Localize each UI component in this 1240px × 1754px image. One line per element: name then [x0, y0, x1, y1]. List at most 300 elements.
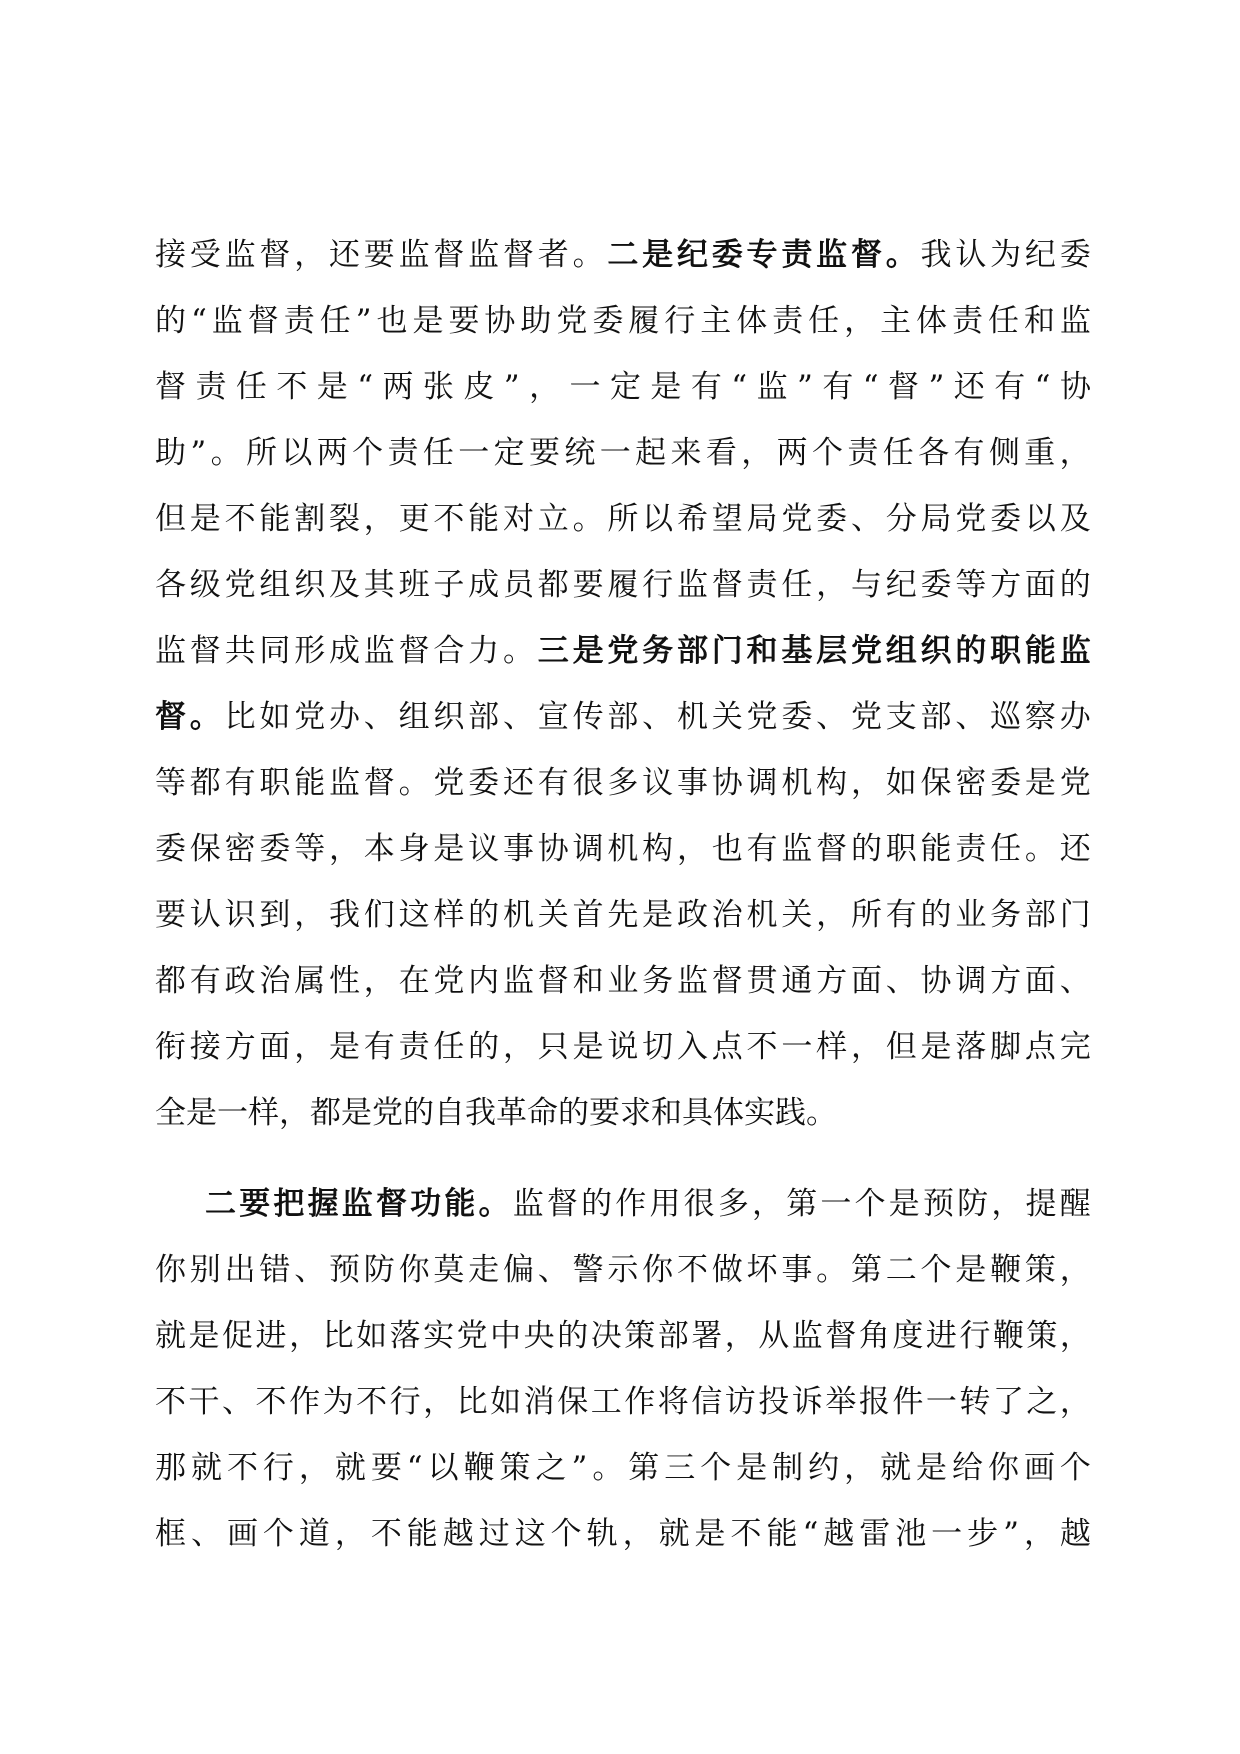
- character: 以: [427, 1450, 459, 1486]
- character: 协: [537, 831, 569, 867]
- character: ，: [423, 1384, 455, 1420]
- character: 、: [642, 699, 674, 735]
- character: 责: [781, 237, 813, 273]
- character: 用: [649, 1186, 681, 1222]
- character: 重: [1024, 435, 1056, 471]
- character: 轨: [586, 1516, 618, 1552]
- character: 第: [786, 1186, 818, 1222]
- character: 党: [781, 501, 813, 537]
- character: 步: [967, 1516, 999, 1552]
- character: 切: [642, 1029, 674, 1065]
- character: “: [731, 369, 748, 405]
- text-line: [155, 1501, 1091, 1567]
- character: 的: [920, 897, 952, 933]
- character: 务: [642, 963, 674, 999]
- character: 事: [781, 1252, 813, 1288]
- character: 局: [746, 501, 778, 537]
- character: 和: [572, 963, 604, 999]
- character: 但: [155, 501, 186, 537]
- character: 部: [468, 699, 500, 735]
- character: 很: [683, 1186, 715, 1222]
- character: 投: [758, 1384, 790, 1420]
- character: 督: [816, 831, 848, 867]
- character: 、: [1059, 963, 1091, 999]
- character: 是: [642, 897, 674, 933]
- character: 两: [776, 435, 808, 471]
- character: 进: [255, 1318, 287, 1354]
- character: 方: [224, 1029, 256, 1065]
- character: 是: [412, 303, 444, 339]
- character: 委: [468, 765, 500, 801]
- character: 同: [259, 633, 291, 669]
- character: ，: [294, 1029, 326, 1065]
- character: 及: [1059, 501, 1091, 537]
- character: 体: [736, 303, 768, 339]
- text-segment: 全是一样，都是党的自我革命的要求和具体实践。: [155, 1095, 837, 1131]
- character: 委: [816, 501, 848, 537]
- character: 监: [756, 369, 788, 405]
- character: 责: [847, 435, 879, 471]
- character: 机: [607, 831, 639, 867]
- character: 要: [572, 567, 604, 603]
- character: 割: [294, 501, 326, 537]
- character: 等: [955, 567, 987, 603]
- character: 了: [992, 1384, 1024, 1420]
- character: 的: [468, 897, 500, 933]
- character: 说: [607, 1029, 639, 1065]
- text-line: [155, 1080, 1091, 1146]
- character: 关: [781, 897, 813, 933]
- character: 警: [572, 1252, 604, 1288]
- character: ”: [355, 303, 372, 339]
- character: 。: [572, 501, 604, 537]
- character: 事: [502, 831, 534, 867]
- character: 内: [468, 963, 500, 999]
- character: 密: [955, 765, 987, 801]
- character: 诉: [791, 1384, 823, 1420]
- character: 级: [189, 567, 221, 603]
- character: 方: [990, 963, 1022, 999]
- character: 完: [1059, 1029, 1091, 1065]
- character: 责: [952, 303, 983, 339]
- character: 防: [363, 1252, 395, 1288]
- character: 任: [235, 369, 267, 405]
- character: 那: [155, 1450, 186, 1486]
- character: 、: [294, 1252, 326, 1288]
- character: 是: [920, 1029, 952, 1065]
- character: 制: [772, 1450, 804, 1486]
- character: ，: [334, 1516, 366, 1552]
- character: 画: [226, 1516, 258, 1552]
- character: “: [357, 369, 374, 405]
- character: 协: [920, 963, 952, 999]
- character: 不: [746, 1029, 778, 1065]
- character: 监: [512, 1186, 544, 1222]
- character: 要: [363, 237, 395, 273]
- character: 职: [259, 765, 291, 801]
- character: 是: [316, 369, 348, 405]
- character: 主: [880, 303, 912, 339]
- character: 体: [916, 303, 948, 339]
- character: 不: [370, 1516, 402, 1552]
- character: 督: [247, 303, 279, 339]
- character: 巡: [990, 699, 1022, 735]
- character: 作: [289, 1384, 321, 1420]
- character: 能: [294, 765, 326, 801]
- character: 党: [433, 963, 465, 999]
- character: 醒: [1059, 1186, 1091, 1222]
- character: 越: [823, 1516, 855, 1552]
- character: 将: [657, 1384, 689, 1420]
- character: ”: [928, 369, 945, 405]
- character: 策: [1024, 1252, 1056, 1288]
- character: 共: [224, 633, 256, 669]
- character: 纪: [676, 237, 708, 273]
- character: ，: [752, 1186, 783, 1222]
- character: 党: [746, 699, 778, 735]
- character: 协: [1059, 369, 1091, 405]
- character: 希: [676, 501, 708, 537]
- character: 党: [850, 699, 882, 735]
- character: 侧: [988, 435, 1020, 471]
- character: 之: [1026, 1384, 1058, 1420]
- character: ，: [850, 1029, 882, 1065]
- character: 督: [825, 1318, 857, 1354]
- character: 责: [398, 1029, 430, 1065]
- character: 个: [811, 435, 843, 471]
- character: 监: [781, 831, 813, 867]
- character: 不: [730, 1516, 762, 1552]
- character: ，: [844, 303, 876, 339]
- character: 织: [294, 567, 326, 603]
- character: 所: [245, 435, 277, 471]
- character: 访: [724, 1384, 756, 1420]
- character: ，: [1023, 1516, 1055, 1552]
- character: 先: [607, 897, 639, 933]
- character: 池: [895, 1516, 927, 1552]
- character: “: [190, 303, 207, 339]
- character: 有: [822, 369, 854, 405]
- character: 政: [224, 963, 256, 999]
- character: 能: [444, 1186, 476, 1222]
- character: 各: [918, 435, 950, 471]
- character: 务: [990, 897, 1022, 933]
- character: 功: [410, 1186, 442, 1222]
- character: 识: [224, 897, 256, 933]
- character: 雷: [859, 1516, 891, 1552]
- character: 委: [920, 567, 952, 603]
- character: 面: [1024, 963, 1056, 999]
- character: 面: [259, 1029, 291, 1065]
- character: 提: [1025, 1186, 1057, 1222]
- character: 、: [537, 1252, 569, 1288]
- character: 任: [987, 303, 1019, 339]
- character: 举: [825, 1384, 857, 1420]
- character: 是: [650, 369, 682, 405]
- character: 。: [398, 765, 430, 801]
- character: 有: [690, 369, 722, 405]
- character: 行: [642, 567, 674, 603]
- character: 不: [224, 501, 256, 537]
- character: 都: [155, 963, 186, 999]
- text-line: [155, 222, 1091, 288]
- character: 到: [259, 897, 291, 933]
- character: 密: [224, 831, 256, 867]
- character: 保: [557, 1384, 589, 1420]
- character: 还: [502, 765, 534, 801]
- text-line: [155, 420, 1091, 486]
- character: 衔: [155, 1029, 186, 1065]
- text-line: [155, 816, 1091, 882]
- character: 消: [523, 1384, 555, 1420]
- character: 行: [389, 1384, 421, 1420]
- character: 握: [307, 1186, 339, 1222]
- character: 不: [356, 1384, 388, 1420]
- character: 框: [155, 1516, 186, 1552]
- character: 决: [590, 1318, 622, 1354]
- character: 首: [572, 897, 604, 933]
- character: 党: [224, 567, 256, 603]
- character: 局: [920, 501, 952, 537]
- character: 贯: [746, 963, 778, 999]
- character: 保: [920, 765, 952, 801]
- character: 署: [691, 1318, 723, 1354]
- character: 你: [642, 1252, 674, 1288]
- character: 还: [328, 237, 360, 273]
- character: 只: [537, 1029, 569, 1065]
- character: 出: [224, 1252, 256, 1288]
- character: 支: [885, 699, 917, 735]
- character: 道: [298, 1516, 330, 1552]
- text-line: [155, 1171, 1091, 1237]
- character: 督: [711, 567, 743, 603]
- character: 关: [711, 699, 743, 735]
- character: 是: [433, 831, 465, 867]
- character: 个: [262, 1516, 294, 1552]
- character: 为: [322, 1384, 354, 1420]
- character: 是: [189, 501, 221, 537]
- character: 能: [406, 1516, 438, 1552]
- character: ，: [676, 831, 708, 867]
- character: 对: [502, 501, 534, 537]
- character: 以: [281, 435, 313, 471]
- character: 以: [642, 501, 674, 537]
- character: 是: [572, 1029, 604, 1065]
- character: 在: [398, 963, 430, 999]
- character: 是: [736, 1450, 768, 1486]
- character: 构: [642, 831, 674, 867]
- character: 就: [190, 1450, 222, 1486]
- character: ，: [850, 765, 882, 801]
- character: 入: [676, 1029, 708, 1065]
- character: 两: [316, 435, 348, 471]
- character: 职: [990, 633, 1022, 669]
- character: 。: [816, 1252, 848, 1288]
- character: 任: [319, 303, 351, 339]
- character: 监: [363, 633, 395, 669]
- character: 个: [700, 1450, 732, 1486]
- character: 性: [328, 963, 360, 999]
- character: 看: [705, 435, 737, 471]
- character: 。: [502, 633, 534, 669]
- character: 子: [433, 567, 465, 603]
- character: 从: [758, 1318, 790, 1354]
- character: 门: [1059, 897, 1091, 933]
- character: 等: [294, 831, 326, 867]
- character: 层: [816, 633, 848, 669]
- character: ，: [328, 831, 360, 867]
- character: 、: [190, 1516, 222, 1552]
- character: 信: [691, 1384, 723, 1420]
- character: 进: [925, 1318, 957, 1354]
- character: 这: [398, 897, 430, 933]
- character: 预: [328, 1252, 360, 1288]
- character: 门: [711, 633, 743, 669]
- character: 如: [885, 765, 917, 801]
- character: 。: [592, 1450, 624, 1486]
- character: 、: [885, 963, 917, 999]
- character: 不: [226, 1450, 258, 1486]
- character: 鞭: [463, 1450, 495, 1486]
- character: 越: [442, 1516, 474, 1552]
- character: 、: [816, 699, 848, 735]
- character: 面: [1024, 567, 1056, 603]
- character: 监: [676, 963, 708, 999]
- character: 党: [294, 699, 326, 735]
- character: 这: [514, 1516, 546, 1552]
- character: 。: [1024, 831, 1056, 867]
- character: 党: [556, 303, 588, 339]
- text-line: [155, 552, 1091, 618]
- character: 保: [189, 831, 221, 867]
- character: 给: [952, 1450, 983, 1486]
- character: 监: [328, 765, 360, 801]
- character: 过: [478, 1516, 510, 1552]
- character: 不: [155, 1384, 186, 1420]
- character: 策: [1026, 1318, 1058, 1354]
- character: 之: [535, 1450, 567, 1486]
- character: 部: [657, 1318, 689, 1354]
- character: 越: [1059, 1516, 1091, 1552]
- character: ，: [1059, 1252, 1091, 1288]
- character: 策: [499, 1450, 531, 1486]
- character: 成: [468, 567, 500, 603]
- character: 办: [1059, 699, 1091, 735]
- character: 政: [676, 897, 708, 933]
- character: 部: [607, 699, 639, 735]
- character: 比: [456, 1384, 488, 1420]
- character: 部: [676, 633, 708, 669]
- character: 立: [537, 501, 569, 537]
- text-line: [155, 1014, 1091, 1080]
- character: 有: [224, 765, 256, 801]
- character: 央: [523, 1318, 555, 1354]
- character: 的: [468, 1029, 500, 1065]
- character: 和: [1023, 303, 1055, 339]
- character: 能: [259, 501, 291, 537]
- character: 能: [766, 1516, 798, 1552]
- character: 。: [189, 699, 221, 735]
- character: 委: [990, 501, 1022, 537]
- character: 有: [885, 897, 917, 933]
- character: 机: [746, 897, 778, 933]
- character: 的: [1059, 567, 1091, 603]
- character: 就: [658, 1516, 690, 1552]
- character: 督: [155, 369, 186, 405]
- character: 望: [711, 501, 743, 537]
- character: ，: [1059, 1318, 1091, 1354]
- character: 以: [1024, 501, 1056, 537]
- character: 班: [398, 567, 430, 603]
- character: 构: [816, 765, 848, 801]
- character: ，: [816, 567, 848, 603]
- character: 一: [781, 1029, 813, 1065]
- character: 预: [922, 1186, 954, 1222]
- character: ，: [816, 897, 848, 933]
- character: 者: [537, 237, 569, 273]
- character: 转: [959, 1384, 991, 1420]
- character: 多: [717, 1186, 749, 1222]
- text-line: [155, 354, 1091, 420]
- character: 事: [676, 765, 708, 801]
- character: ，: [991, 1186, 1023, 1222]
- character: 等: [155, 765, 186, 801]
- character: 是: [916, 1450, 948, 1486]
- character: 有: [537, 765, 569, 801]
- character: 督: [537, 963, 569, 999]
- character: 第: [628, 1450, 660, 1486]
- character: 组: [259, 567, 291, 603]
- character: 党: [1059, 765, 1091, 801]
- text-line: [155, 618, 1091, 684]
- character: 监: [1059, 633, 1091, 669]
- character: 要: [370, 1450, 402, 1486]
- character: “: [406, 1450, 423, 1486]
- character: 你: [155, 1252, 186, 1288]
- character: 裂: [328, 501, 360, 537]
- character: 能: [920, 831, 952, 867]
- character: 你: [398, 1252, 430, 1288]
- character: 我: [328, 897, 360, 933]
- character: 监: [468, 237, 500, 273]
- text-line: [155, 684, 1091, 750]
- character: ”: [1003, 1516, 1019, 1552]
- character: 务: [642, 633, 674, 669]
- character: 约: [808, 1450, 840, 1486]
- character: 履: [628, 303, 660, 339]
- character: 机: [502, 897, 534, 933]
- character: 定: [493, 435, 525, 471]
- character: 监: [211, 303, 243, 339]
- character: 协: [711, 765, 743, 801]
- character: 任: [990, 831, 1022, 867]
- character: 分: [885, 501, 917, 537]
- character: 走: [468, 1252, 500, 1288]
- character: 鞭: [990, 1252, 1022, 1288]
- character: 的: [557, 1318, 589, 1354]
- text-line: [155, 288, 1091, 354]
- character: 组: [885, 633, 917, 669]
- character: 比: [224, 699, 256, 735]
- character: 皮: [463, 369, 495, 405]
- character: 是: [1024, 765, 1056, 801]
- character: ，: [622, 1516, 654, 1552]
- character: 任: [422, 435, 454, 471]
- character: 也: [711, 831, 743, 867]
- character: 责: [772, 303, 804, 339]
- character: 、: [955, 699, 987, 735]
- character: 要: [239, 1186, 271, 1222]
